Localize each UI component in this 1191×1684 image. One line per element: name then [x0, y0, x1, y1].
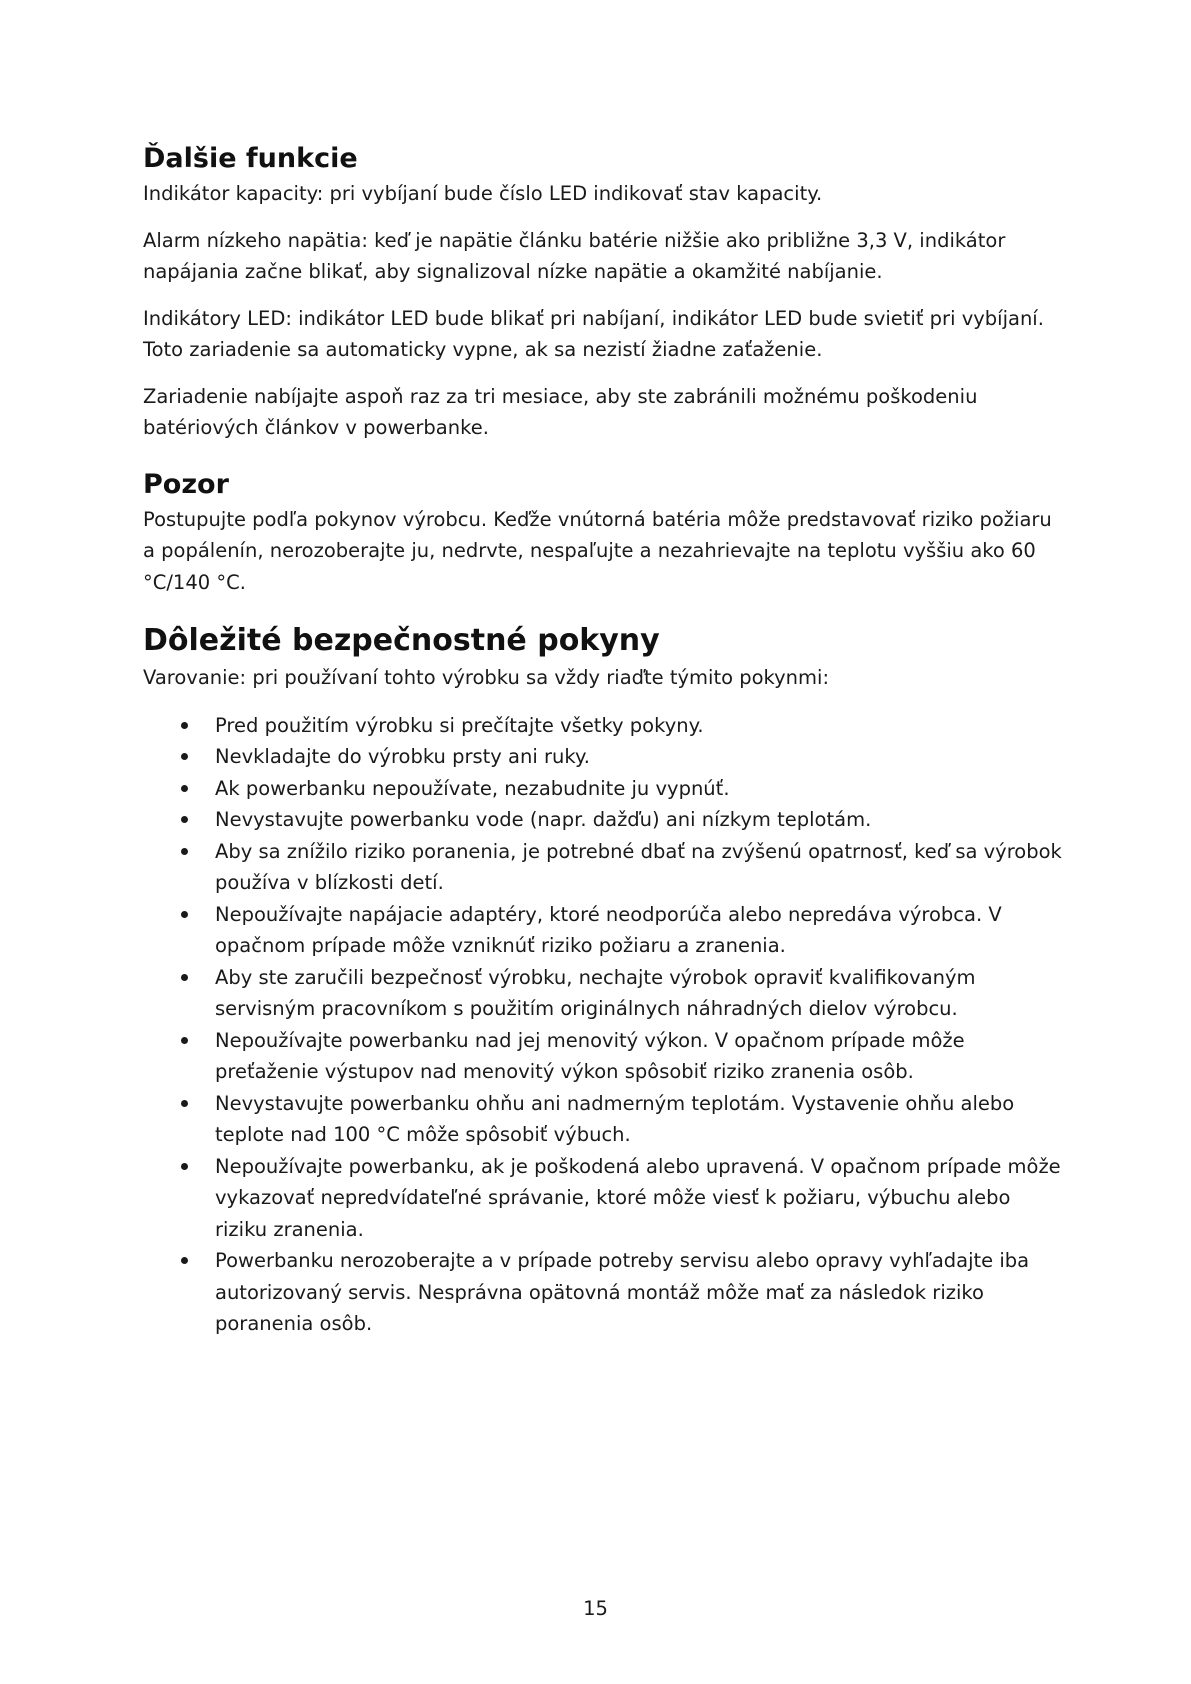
bullet-icon [181, 1037, 188, 1044]
list-item: Pred použitím výrobku si prečítajte všetky pokyny. [143, 710, 1063, 742]
caution-paragraph: Postupujte podľa pokynov výrobcu. Keďže vnútorná batéria môže predstavovať riziko požiaru a popálenín, nerozoberajte ju, nedrvte, nespaľujte a nezahrievajte na teplotu vyššiu ako 60 °C/140 °C. [143, 507, 1052, 594]
bullet-icon [181, 848, 188, 855]
safety-heading: Dôležité bezpečnostné pokyny [143, 623, 660, 658]
list-item: Ak powerbanku nepoužívate, nezabudnite ju vypnúť. [143, 773, 1063, 805]
bullet-icon [181, 1257, 188, 1264]
bullet-icon [181, 785, 188, 792]
document-page [143, 140, 1063, 1340]
list-item: Nepoužívajte powerbanku nad jej menovitý výkon. V opačnom prípade môže preťaženie výstupov nad menovitý výkon spôsobiť riziko zranenia osôb. [143, 1025, 1063, 1088]
features-paragraph-led: Indikátory LED: indikátor LED bude blikať pri nabíjaní, indikátor LED bude svietiť pri vybíjaní. Toto zariadenie sa automaticky vypne, ak sa nezistí žiadne zaťaženie. [143, 306, 1044, 361]
bullet-icon [181, 1163, 188, 1170]
page-number: 15 [583, 1597, 608, 1620]
bullet-icon [181, 816, 188, 823]
list-item: Nevystavujte powerbanku ohňu ani nadmerným teplotám. Vystavenie ohňu alebo teplote nad 100 °C môže spôsobiť výbuch. [143, 1088, 1063, 1151]
bullet-icon [181, 722, 188, 729]
list-item: Nevkladajte do výrobku prsty ani ruky. [143, 741, 1063, 773]
list-item: Nepoužívajte powerbanku, ak je poškodená alebo upravená. V opačnom prípade môže vykazovať nepredvídateľné správanie, ktoré môže viesť k požiaru, výbuchu alebo riziku zranenia. [143, 1151, 1063, 1246]
safety-list [143, 710, 1063, 1340]
features-paragraph-charging: Zariadenie nabíjajte aspoň raz za tri mesiace, aby ste zabránili možnému poškodeniu batériových článkov v powerbanke. [143, 384, 978, 439]
bullet-icon [181, 911, 188, 918]
bullet-icon [181, 753, 188, 760]
bullet-icon [181, 1100, 188, 1107]
features-paragraph-low-voltage: Alarm nízkeho napätia: keď je napätie článku batérie nižšie ako približne 3,3 V, indikátor napájania začne blikať, aby signalizoval nízke napätie a okamžité nabíjanie. [143, 228, 1006, 283]
bullet-icon [181, 974, 188, 981]
list-item: Nepoužívajte napájacie adaptéry, ktoré neodporúča alebo nepredáva výrobca. V opačnom prípade môže vzniknúť riziko požiaru a zranenia. [143, 899, 1063, 962]
safety-intro: Varovanie: pri používaní tohto výrobku sa vždy riaďte týmito pokynmi: [143, 666, 830, 689]
list-item: Powerbanku nerozoberajte a v prípade potreby servisu alebo opravy vyhľadajte iba autorizovaný servis. Nesprávna opätovná montáž môže mať za následok riziko poranenia osôb. [143, 1245, 1063, 1340]
list-item: Aby sa znížilo riziko poranenia, je potrebné dbať na zvýšenú opatrnosť, keď sa výrobok používa v blízkosti detí. [143, 836, 1063, 899]
features-paragraph-capacity: Indikátor kapacity: pri vybíjaní bude číslo LED indikovať stav kapacity. [143, 182, 823, 205]
list-item: Nevystavujte powerbanku vode (napr. dažďu) ani nízkym teplotám. [143, 804, 1063, 836]
list-item: Aby ste zaručili bezpečnosť výrobku, nechajte výrobok opraviť kvalifikovaným servisným pracovníkom s použitím originálnych náhradných dielov výrobcu. [143, 962, 1063, 1025]
features-heading: Ďalšie funkcie [143, 143, 358, 174]
caution-heading: Pozor [143, 468, 229, 500]
